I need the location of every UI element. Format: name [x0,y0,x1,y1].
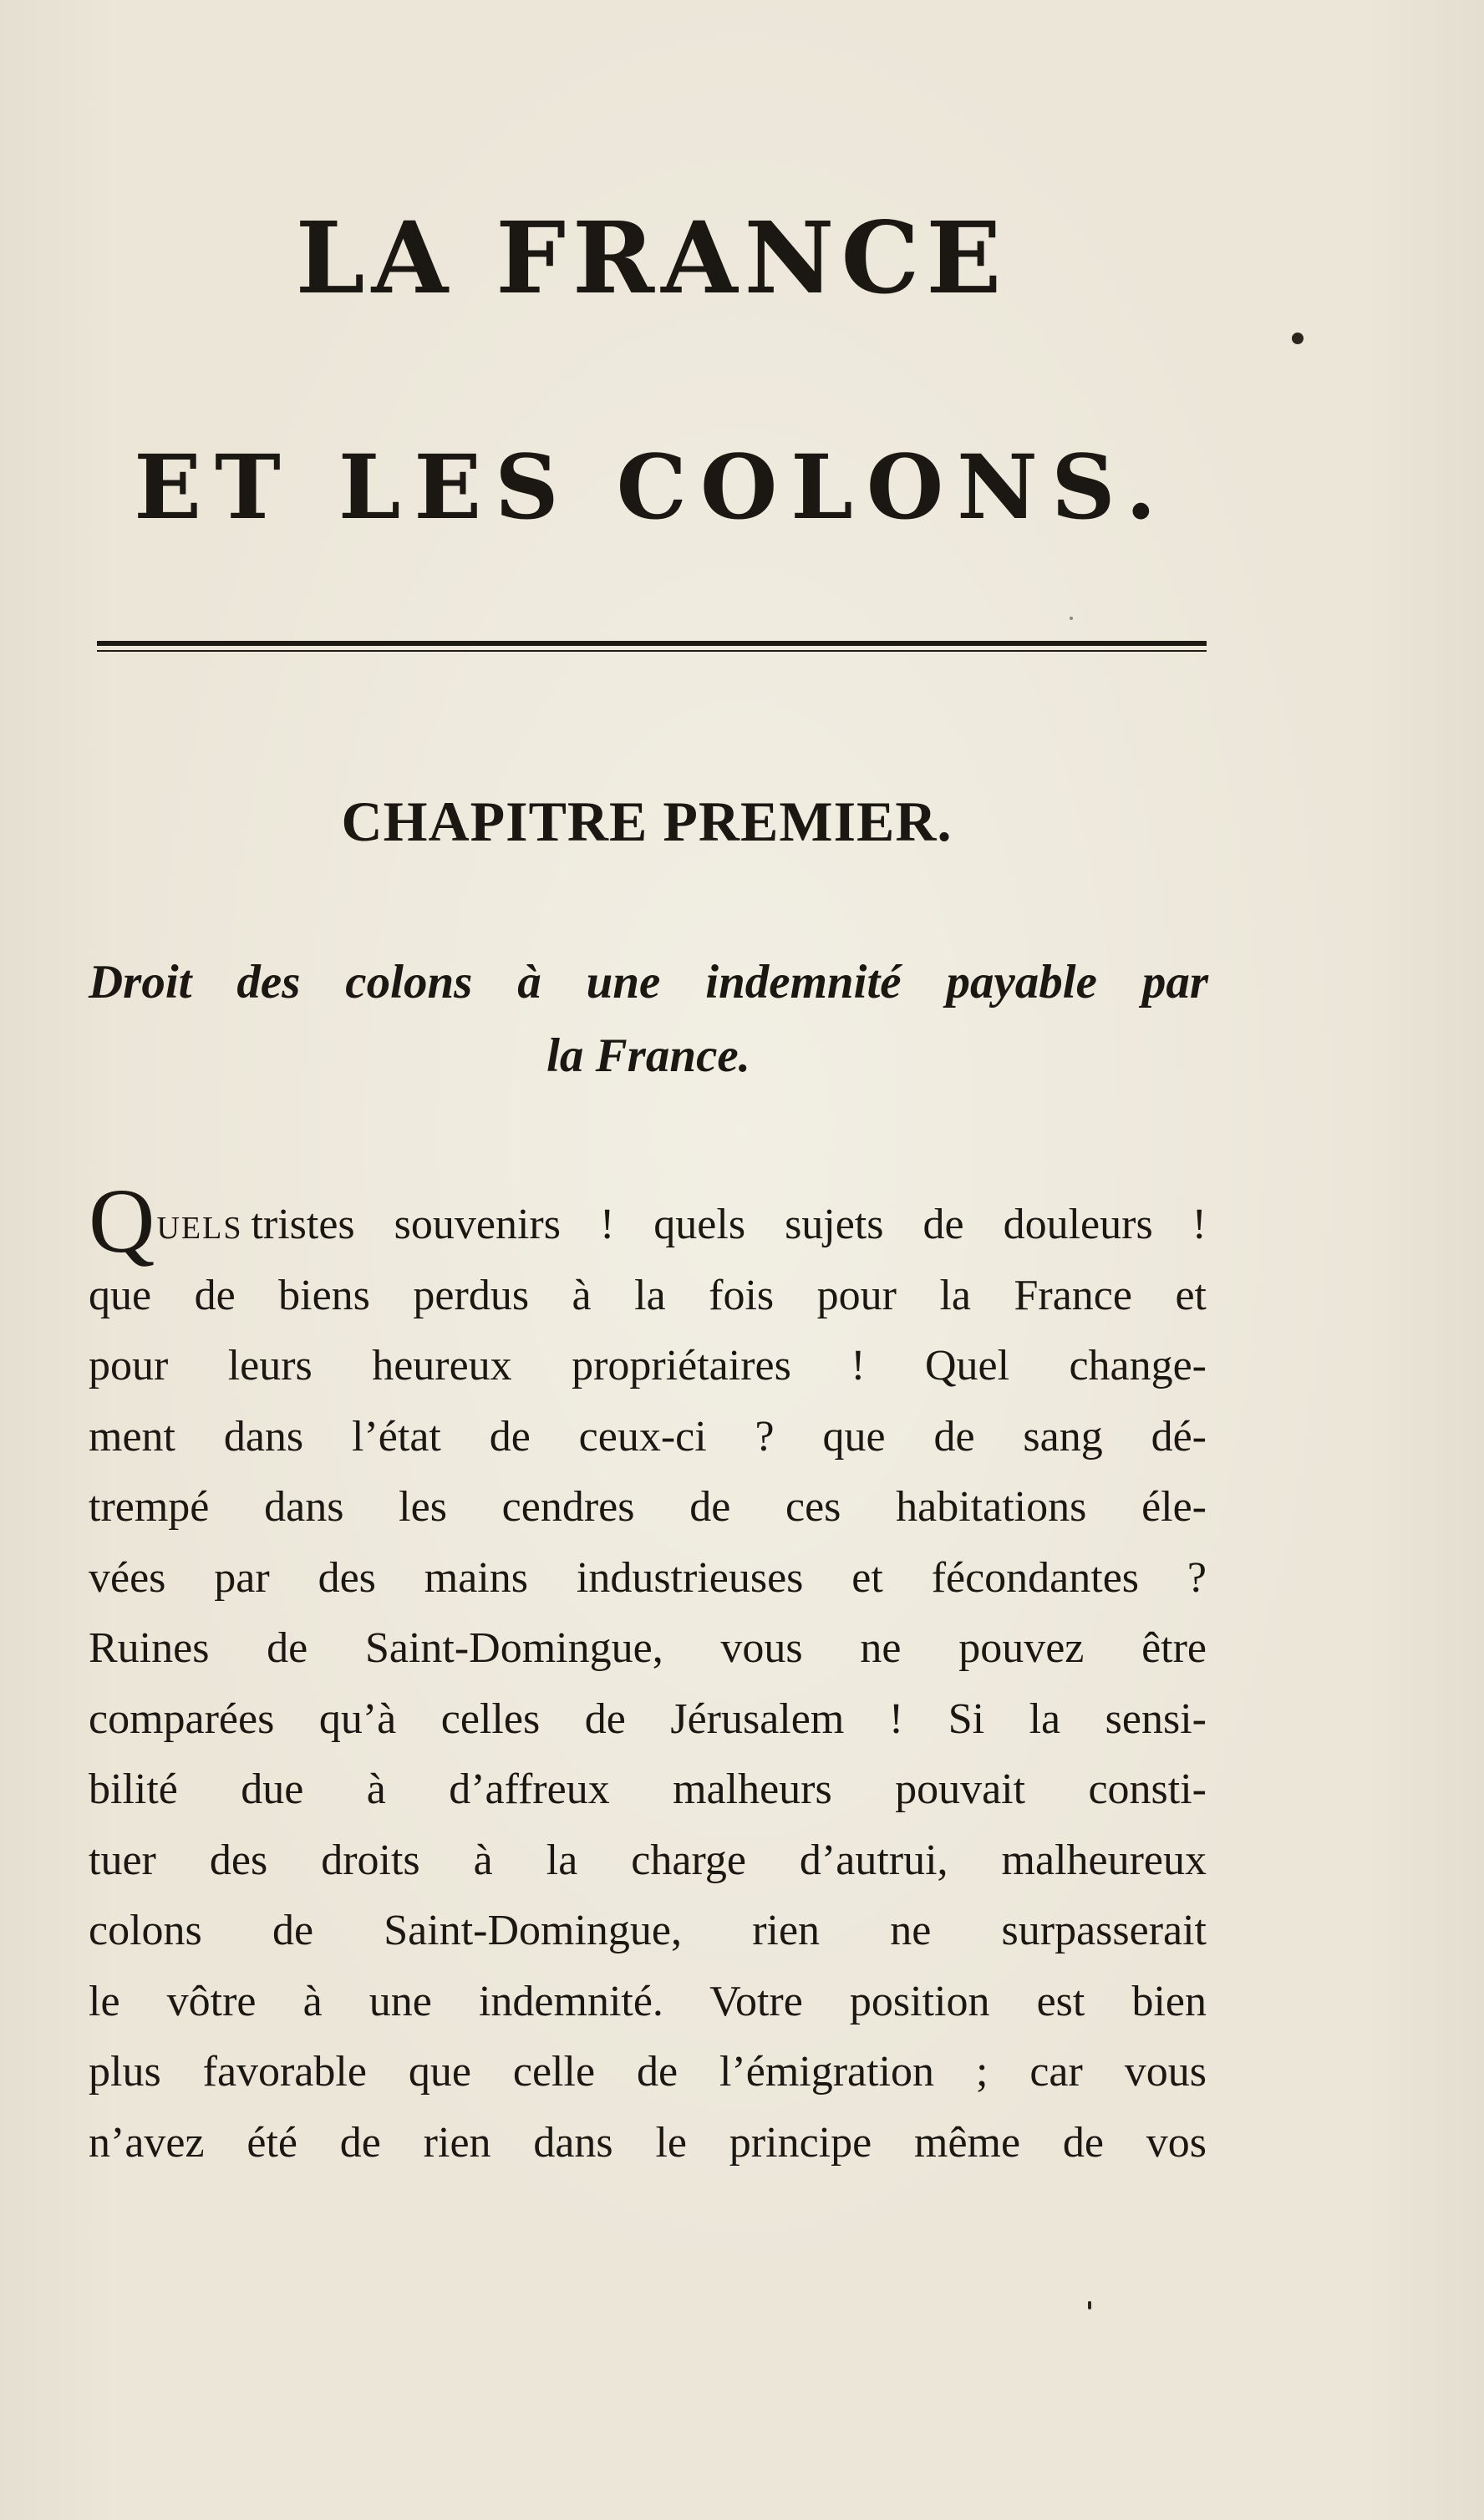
body-line: tuer des droits à la charge d’autrui, malheureux [89,1836,1207,1884]
rule-thin [97,650,1207,652]
body-line: bilité due à d’affreux malheurs pouvait consti- [89,1766,1207,1813]
body-line: comparées qu’à celles de Jérusalem ! Si la sensi- [89,1694,1207,1743]
body-line: pour leurs heureux propriétaires ! Quel change- [89,1342,1207,1390]
body-line: le vôtre à une indemnité. Votre position est bien [89,1977,1207,2025]
body-line: colons de Saint-Domingue, rien ne surpasserait [89,1907,1207,1954]
chapter-subtitle [89,946,1208,1093]
chapter-heading: CHAPITRE PREMIER. [341,790,953,853]
title-line-1: LA FRANCE [295,200,1009,316]
paper-speck [1292,333,1304,344]
body-line: n’avez été de rien dans le principe même de vos [89,2118,1207,2167]
paper-speck [1070,617,1073,620]
title-line-2: ET LES COLONS. [134,434,1170,539]
paper-speck [1088,2301,1091,2309]
body-paragraph [89,1170,1207,2178]
body-line: plus favorable que celle de l’émigration ; car vous [89,2048,1207,2096]
body-line: ment dans l’état de ceux-ci ? que de sang dé- [89,1412,1207,1461]
body-line-first [89,1170,1207,1272]
drop-cap: Q [89,1170,155,1272]
body-line: trempé dans les cendres de ces habitations éle- [89,1483,1207,1531]
body-line: que de biens perdus à la fois pour la France et [89,1271,1207,1319]
body-line: Ruines de Saint-Domingue, vous ne pouvez être [89,1624,1207,1672]
rule-thick [97,641,1207,646]
small-caps-word: UELS [156,1211,243,1246]
double-rule-divider [97,641,1207,652]
body-line-first-rest: tristes souvenirs ! quels sujets de douleurs ! [251,1201,1207,1248]
subtitle-line-2: la France. [546,1029,750,1082]
body-line: vées par des mains industrieuses et fécondantes ? [89,1553,1207,1602]
subtitle-line-1: Droit des colons à une indemnité payable par [89,956,1208,1009]
